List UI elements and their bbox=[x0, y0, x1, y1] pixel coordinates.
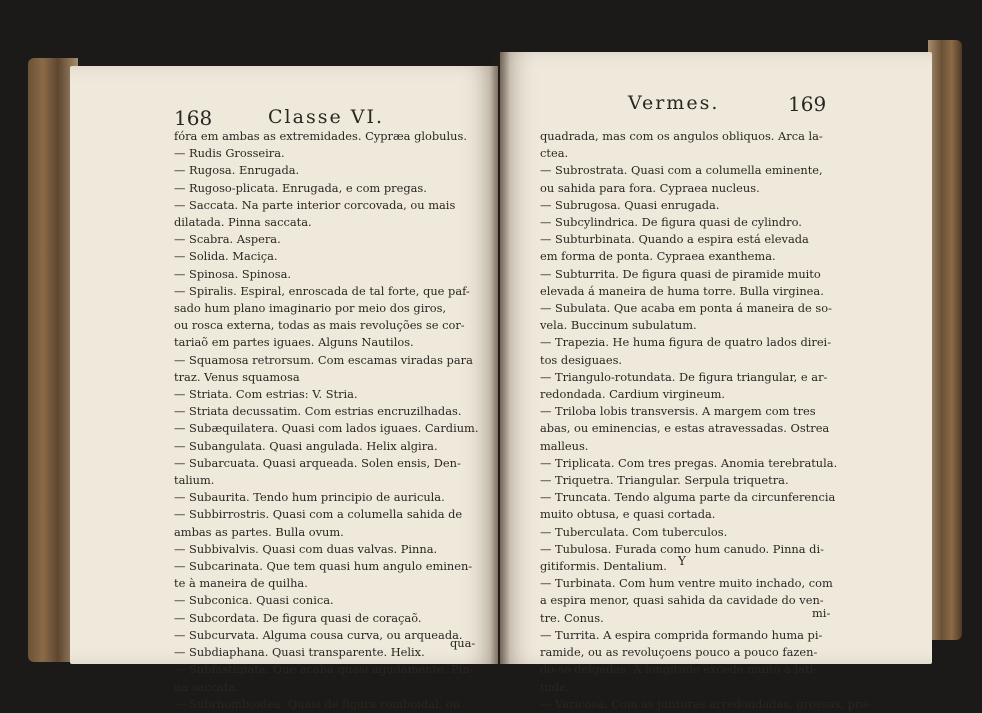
text-line: — Varicosa. Com as junturas arredondadas, grossas, pro- bbox=[540, 696, 872, 711]
text-line: tude. bbox=[540, 679, 570, 694]
text-line: redondada. Cardium virgineum. bbox=[540, 387, 726, 402]
text-line: — Striata. Com estrias: V. Stria. bbox=[174, 387, 358, 402]
text-line: — Scabra. Aspera. bbox=[174, 232, 281, 247]
text-line: — Subbivalvis. Quasi com duas valvas. Pinna. bbox=[174, 541, 438, 556]
text-line: ou sahida para fora. Cypraea nucleus. bbox=[540, 180, 760, 195]
text-line: vela. Buccinum subulatum. bbox=[540, 318, 697, 333]
text-line: — Triangulo-rotundata. De figura triangular, e ar- bbox=[540, 369, 828, 384]
text-line: malleus. bbox=[540, 438, 589, 453]
text-line: — Subulata. Que acaba em ponta á maneira de so- bbox=[540, 301, 832, 316]
text-line: ambas as partes. Bulla ovum. bbox=[174, 524, 344, 539]
text-line: ou rosca externa, todas as mais revoluções se cor- bbox=[174, 318, 465, 333]
text-line: elevada á maneira de huma torre. Bulla virginea. bbox=[540, 283, 824, 298]
left-page bbox=[70, 66, 498, 711]
text-line: — Subbirrostris. Quasi com a columella sahida de bbox=[174, 507, 463, 522]
text-line: — Rudis Grosseira. bbox=[174, 146, 285, 161]
text-line: — Subdiaphana. Quasi transparente. Helix. bbox=[174, 645, 425, 660]
catchword: mi- bbox=[812, 606, 831, 620]
text-line: — Subrostrata. Quasi com a columella eminente, bbox=[540, 163, 823, 178]
text-line: — Subangulata. Quasi angulada. Helix algira. bbox=[174, 438, 438, 453]
text-line: — Striata decussatim. Com estrias encruzilhadas. bbox=[174, 404, 462, 419]
text-line: gitiformis. Dentalium. bbox=[540, 559, 667, 574]
text-line: em forma de ponta. Cypraea exanthema. bbox=[540, 249, 776, 264]
text-line: — Trapezia. He huma figura de quatro lados direi- bbox=[540, 335, 832, 350]
text-line: — Triquetra. Triangular. Serpula triquetra. bbox=[540, 473, 789, 488]
text-line: ramide, ou as revoluçoens pouco a pouco fazen- bbox=[540, 645, 818, 660]
text-line: — Rugoso-plicata. Enrugada, e com pregas. bbox=[174, 180, 427, 195]
text-line: tos desiguaes. bbox=[540, 352, 623, 367]
text-line: — Saccata. Na parte interior corcovada, ou mais bbox=[174, 197, 456, 212]
text-line: — Subrhomboidea. Quasi de figura romboidal, ou bbox=[174, 696, 461, 711]
text-line: — Subcurvata. Alguma cousa curva, ou arqueada. bbox=[174, 627, 463, 642]
text-line: — Squamosa retrorsum. Com escamas viradas para bbox=[174, 352, 473, 367]
text-line: — Truncata. Tendo alguma parte da circunferencia bbox=[540, 490, 836, 505]
text-line: — Tubulosa. Furada como hum canudo. Pinna di- bbox=[540, 541, 824, 556]
text-line: dilatada. Pinna saccata. bbox=[174, 215, 312, 230]
text-line: — Subturrita. De figura quasi de piramide muito bbox=[540, 266, 821, 281]
text-line: — Subfastigiata. Que acaba quasi agudamente. Pin- bbox=[174, 662, 474, 677]
text-line: — Tuberculata. Com tuberculos. bbox=[540, 524, 728, 539]
text-line: sado hum plano imaginario por meio dos giros, bbox=[174, 301, 447, 316]
text-line: — Subrugosa. Quasi enrugada. bbox=[540, 197, 720, 212]
text-line: — Solida. Maciça. bbox=[174, 249, 278, 264]
text-line: — Turrita. A espira comprida formando huma pi- bbox=[540, 627, 823, 642]
text-line: — Turbinata. Com hum ventre muito inchado, com bbox=[540, 576, 833, 591]
text-line: tre. Conus. bbox=[540, 610, 604, 625]
text-line: — Subcylindrica. De figura quasi de cylindro. bbox=[540, 215, 802, 230]
running-head: Classe VI. bbox=[268, 106, 384, 128]
page-number: 169 bbox=[788, 92, 827, 116]
text-line: quadrada, mas com os angulos obliquos. Arca la- bbox=[540, 129, 823, 143]
text-line: — Subcarinata. Que tem quasi hum angulo eminen- bbox=[174, 559, 473, 574]
page-body bbox=[540, 128, 872, 713]
text-line: te à maneira de quilha. bbox=[174, 576, 308, 591]
text-line: do-se delgadas. A longitude excede muito a lati- bbox=[540, 662, 818, 677]
running-head: Vermes. bbox=[628, 92, 720, 114]
text-line: na saccata. bbox=[174, 679, 239, 694]
text-line: — Triloba lobis transversis. A margem com tres bbox=[540, 404, 816, 419]
text-line: traz. Venus squamosa bbox=[174, 369, 300, 384]
text-line: abas, ou eminencias, e estas atravessadas. Ostrea bbox=[540, 421, 830, 436]
page-body bbox=[174, 128, 479, 713]
text-line: — Rugosa. Enrugada. bbox=[174, 163, 300, 178]
text-line: a espira menor, quasi sahida da cavidade do ven- bbox=[540, 593, 824, 608]
text-line: talium. bbox=[174, 473, 215, 488]
book-fore-edge-right bbox=[928, 40, 962, 640]
book-gutter bbox=[490, 52, 510, 664]
text-line: — Triplicata. Com tres pregas. Anomia terebratula. bbox=[540, 455, 838, 470]
text-line: — Subcordata. De figura quasi de coraçaõ. bbox=[174, 610, 422, 625]
text-line: — Spinosa. Spinosa. bbox=[174, 266, 292, 281]
text-line: — Subarcuata. Quasi arqueada. Solen ensis, Den- bbox=[174, 455, 461, 470]
signature-mark: Y bbox=[678, 554, 686, 568]
page-number: 168 bbox=[174, 106, 213, 130]
text-line: ctea. bbox=[540, 146, 569, 161]
text-line: tariaõ em partes iguaes. Alguns Nautilos. bbox=[174, 335, 414, 350]
text-line: — Subconica. Quasi conica. bbox=[174, 593, 334, 608]
right-page bbox=[500, 52, 932, 711]
text-line: muito obtusa, e quasi cortada. bbox=[540, 507, 716, 522]
text-line: — Subæquilatera. Quasi com lados iguaes. Cardium. bbox=[174, 421, 479, 436]
text-line: — Spiralis. Espiral, enroscada de tal forte, que paf- bbox=[174, 283, 470, 298]
text-line: fóra em ambas as extremidades. Cypræa globulus. bbox=[174, 129, 467, 143]
catchword: qua- bbox=[450, 636, 476, 650]
text-line: — Subturbinata. Quando a espira está elevada bbox=[540, 232, 809, 247]
text-line: — Subaurita. Tendo hum principio de auricula. bbox=[174, 490, 445, 505]
